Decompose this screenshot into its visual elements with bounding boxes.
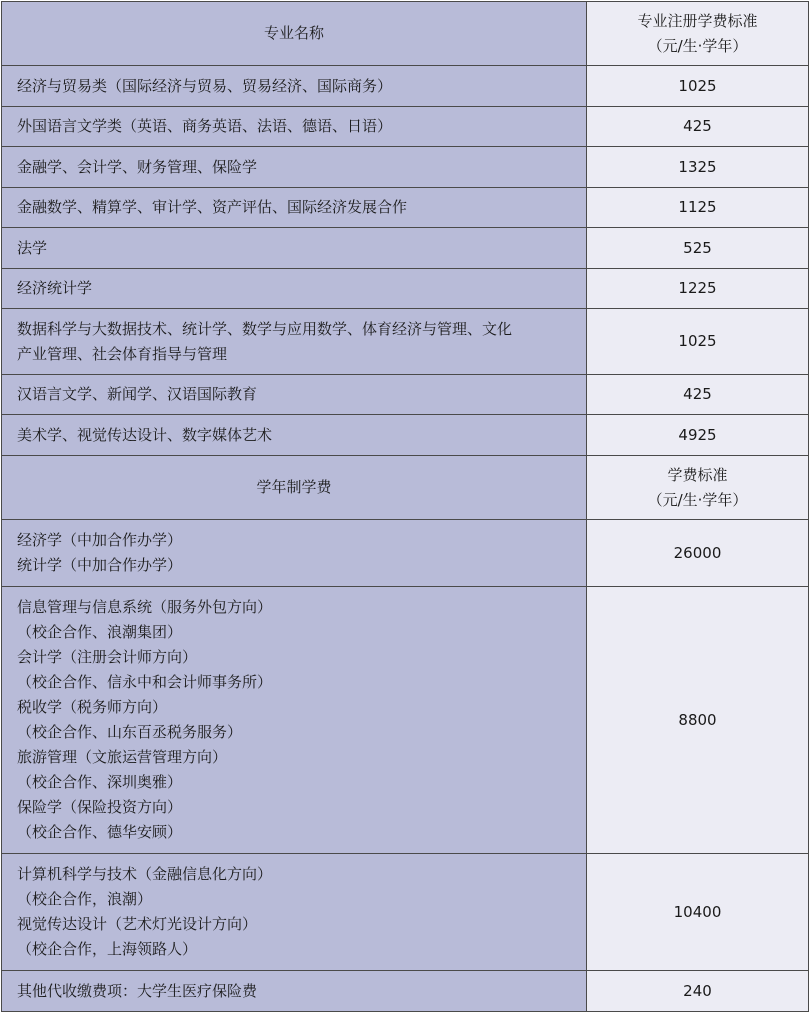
cell-text-line: （校企合作、德华安顾） [17, 823, 183, 841]
table-row [2, 269, 809, 309]
cell-text-line: 信息管理与信息系统（服务外包方向） [17, 598, 273, 616]
fee-cell: 4925 [587, 415, 809, 456]
table-row [2, 228, 809, 269]
major-name-cell [2, 269, 587, 309]
column-header-fee [587, 456, 809, 520]
table-row [2, 375, 809, 415]
fee-cell: 1025 [587, 66, 809, 107]
table-row [2, 188, 809, 228]
cell-text-line: 旅游管理（文旅运营管理方向） [17, 748, 228, 766]
major-name-cell [2, 375, 587, 415]
fee-cell: 26000 [587, 520, 809, 587]
fee-cell: 425 [587, 375, 809, 415]
major-name-cell [2, 147, 587, 188]
fee-cell: 425 [587, 107, 809, 147]
major-name-cell [2, 188, 587, 228]
table-row [2, 587, 809, 854]
table-row [2, 309, 809, 375]
fee-cell: 10400 [587, 854, 809, 971]
cell-text-line: 视觉传达设计（艺术灯光设计方向） [17, 915, 258, 933]
fee-cell: 8800 [587, 587, 809, 854]
cell-text-line: 专业注册学费标准 [637, 11, 758, 30]
cell-text-line: （校企合作、深圳奥雅） [17, 773, 183, 791]
fee-cell: 525 [587, 228, 809, 269]
column-header-program: 学年制学费 [2, 456, 587, 520]
fee-cell: 1025 [587, 309, 809, 375]
table-row [2, 971, 809, 1012]
cell-text-line: （元/生·学年） [647, 36, 748, 55]
table-row [2, 415, 809, 456]
cell-text-line: 数据科学与大数据技术、统计学、数学与应用数学、体育经济与管理、文化 [17, 319, 513, 338]
table-row [2, 854, 809, 971]
major-name-cell [2, 309, 587, 375]
cell-text-line: 经济统计学 [17, 279, 93, 297]
table-row [2, 520, 809, 587]
cell-text-line: （校企合作、浪潮集团） [17, 623, 183, 641]
program-name-cell [2, 587, 587, 854]
cell-text-line: （元/生·学年） [647, 490, 748, 509]
fee-cell: 240 [587, 971, 809, 1012]
header-row [2, 2, 809, 66]
cell-text-line: （校企合作，浪潮） [17, 890, 153, 908]
fee-cell: 1325 [587, 147, 809, 188]
cell-text-line: 美术学、视觉传达设计、数字媒体艺术 [17, 425, 273, 444]
cell-text-line: 经济与贸易类（国际经济与贸易、贸易经济、国际商务） [17, 76, 393, 95]
cell-text-line: 金融数学、精算学、审计学、资产评估、国际经济发展合作 [17, 198, 408, 216]
major-name-cell [2, 415, 587, 456]
column-header-major: 专业名称 [2, 2, 587, 66]
cell-text-line: 汉语言文学、新闻学、汉语国际教育 [17, 385, 258, 403]
cell-text-line: 法学 [17, 238, 48, 257]
major-name-cell [2, 228, 587, 269]
table-row [2, 107, 809, 147]
major-name-cell [2, 107, 587, 147]
other-fee-label-cell: 其他代收缴费项：大学生医疗保险费 [2, 971, 587, 1012]
cell-text-line: 统计学（中加合作办学） [17, 556, 183, 574]
cell-text-line: 税收学（税务师方向） [17, 698, 168, 716]
fee-cell: 1225 [587, 269, 809, 309]
major-name-cell [2, 66, 587, 107]
cell-text-line: 金融学、会计学、财务管理、保险学 [17, 157, 258, 176]
cell-text-line: 学费标准 [667, 465, 728, 484]
cell-text-line: （校企合作，上海领路人） [17, 940, 198, 958]
cell-text-line: 经济学（中加合作办学） [17, 531, 183, 549]
fee-cell: 1125 [587, 188, 809, 228]
table-row [2, 66, 809, 107]
table-row [2, 147, 809, 188]
program-name-cell [2, 854, 587, 971]
column-header-fee [587, 2, 809, 66]
cell-text-line: 会计学（注册会计师方向） [17, 648, 198, 666]
cell-text-line: （校企合作、山东百丞税务服务） [17, 723, 243, 741]
cell-text-line: （校企合作、信永中和会计师事务所） [17, 673, 273, 691]
table-body [2, 2, 809, 1012]
cell-text-line: 产业管理、社会体育指导与管理 [17, 344, 228, 363]
tuition-fee-table [1, 1, 809, 1012]
program-name-cell [2, 520, 587, 587]
header-row [2, 456, 809, 520]
cell-text-line: 保险学（保险投资方向） [17, 798, 183, 816]
cell-text-line: 计算机科学与技术（金融信息化方向） [17, 865, 273, 883]
cell-text-line: 外国语言文学类（英语、商务英语、法语、德语、日语） [17, 117, 393, 135]
